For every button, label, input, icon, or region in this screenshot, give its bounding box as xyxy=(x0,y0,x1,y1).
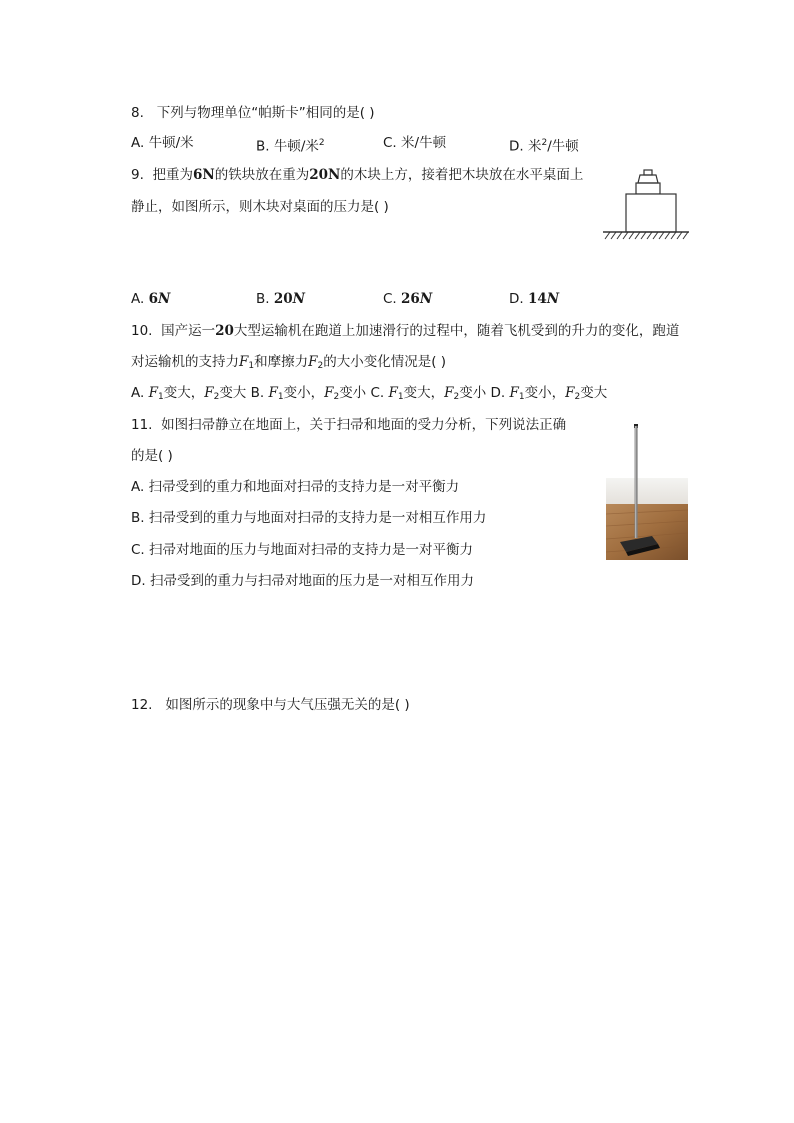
q10-stem-line2: 对运输机的支持力$F_1$和摩擦力$F_2$的大小变化情况是( ) xyxy=(131,354,447,371)
q8-option-c: C. 米/牛顿 xyxy=(383,135,447,151)
q10-number: 10. xyxy=(131,323,153,339)
q9-option-b: B. 20N xyxy=(256,291,305,307)
q12-stem-line xyxy=(131,696,410,714)
q9-stem-line2: 静止，如图所示，则木块对桌面的压力是( ) xyxy=(131,199,389,215)
q12-number: 12. xyxy=(131,697,153,713)
q8-option-b: B. 牛顿/米$^2$ xyxy=(256,138,325,155)
q8-option-d: D. 米$^2$/牛顿 xyxy=(509,138,579,155)
q11-option-b: B. 扫帚受到的重力与地面对扫帚的支持力是一对相互作用力 xyxy=(131,510,487,526)
q9-option-a: A. 6N xyxy=(131,291,171,307)
q11-stem-line1: 11. 如图扫帚静立在地面上，关于扫帚和地面的受力分析，下列说法正确 xyxy=(131,417,567,433)
block-on-table-figure xyxy=(600,166,692,244)
q11-stem-line2: 的是( ) xyxy=(131,448,173,464)
table-hatching xyxy=(605,232,688,239)
q9-stem-line1: 9. 把重为6N的铁块放在重为20N的木块上方，接着把木块放在水平桌面上 xyxy=(131,167,584,183)
q9-option-d: D. 14N xyxy=(509,291,560,307)
q9-number: 9. xyxy=(131,167,144,183)
q10-option-c: C. $F_1$变大，$F_2$变小 xyxy=(370,385,487,402)
q11-number: 11. xyxy=(131,417,153,433)
q10-options-line xyxy=(131,384,607,406)
q8-option-a: A. 牛顿/米 xyxy=(131,135,194,151)
q8-stem-line xyxy=(131,104,375,122)
q8-stem: 下列与物理单位“帕斯卡”相同的是( ) xyxy=(156,105,375,121)
q11-option-a: A. 扫帚受到的重力和地面对扫帚的支持力是一对平衡力 xyxy=(131,479,460,495)
iron-weight xyxy=(636,170,660,194)
q11-option-d: D. 扫帚受到的重力与扫帚对地面的压力是一对相互作用力 xyxy=(131,573,474,589)
q12-stem: 如图所示的现象中与大气压强无关的是( ) xyxy=(165,697,410,713)
q10-option-d: D. $F_1$变小，$F_2$变大 xyxy=(490,385,608,402)
q10-option-b: B. $F_1$变小，$F_2$变小 xyxy=(250,385,367,402)
q9-option-c: C. 26N xyxy=(383,291,433,307)
q11-option-c: C. 扫帚对地面的压力与地面对扫帚的支持力是一对平衡力 xyxy=(131,542,474,558)
wood-block xyxy=(626,194,676,232)
q10-option-a: A. $F_1$变大，$F_2$变大 xyxy=(131,385,247,402)
broom-photo xyxy=(606,418,688,560)
q8-number: 8. xyxy=(131,105,144,121)
q10-stem-line1: 10. 国产运一20大型运输机在跑道上加速滑行的过程中，随着飞机受到的升力的变化，跑道 xyxy=(131,323,680,339)
